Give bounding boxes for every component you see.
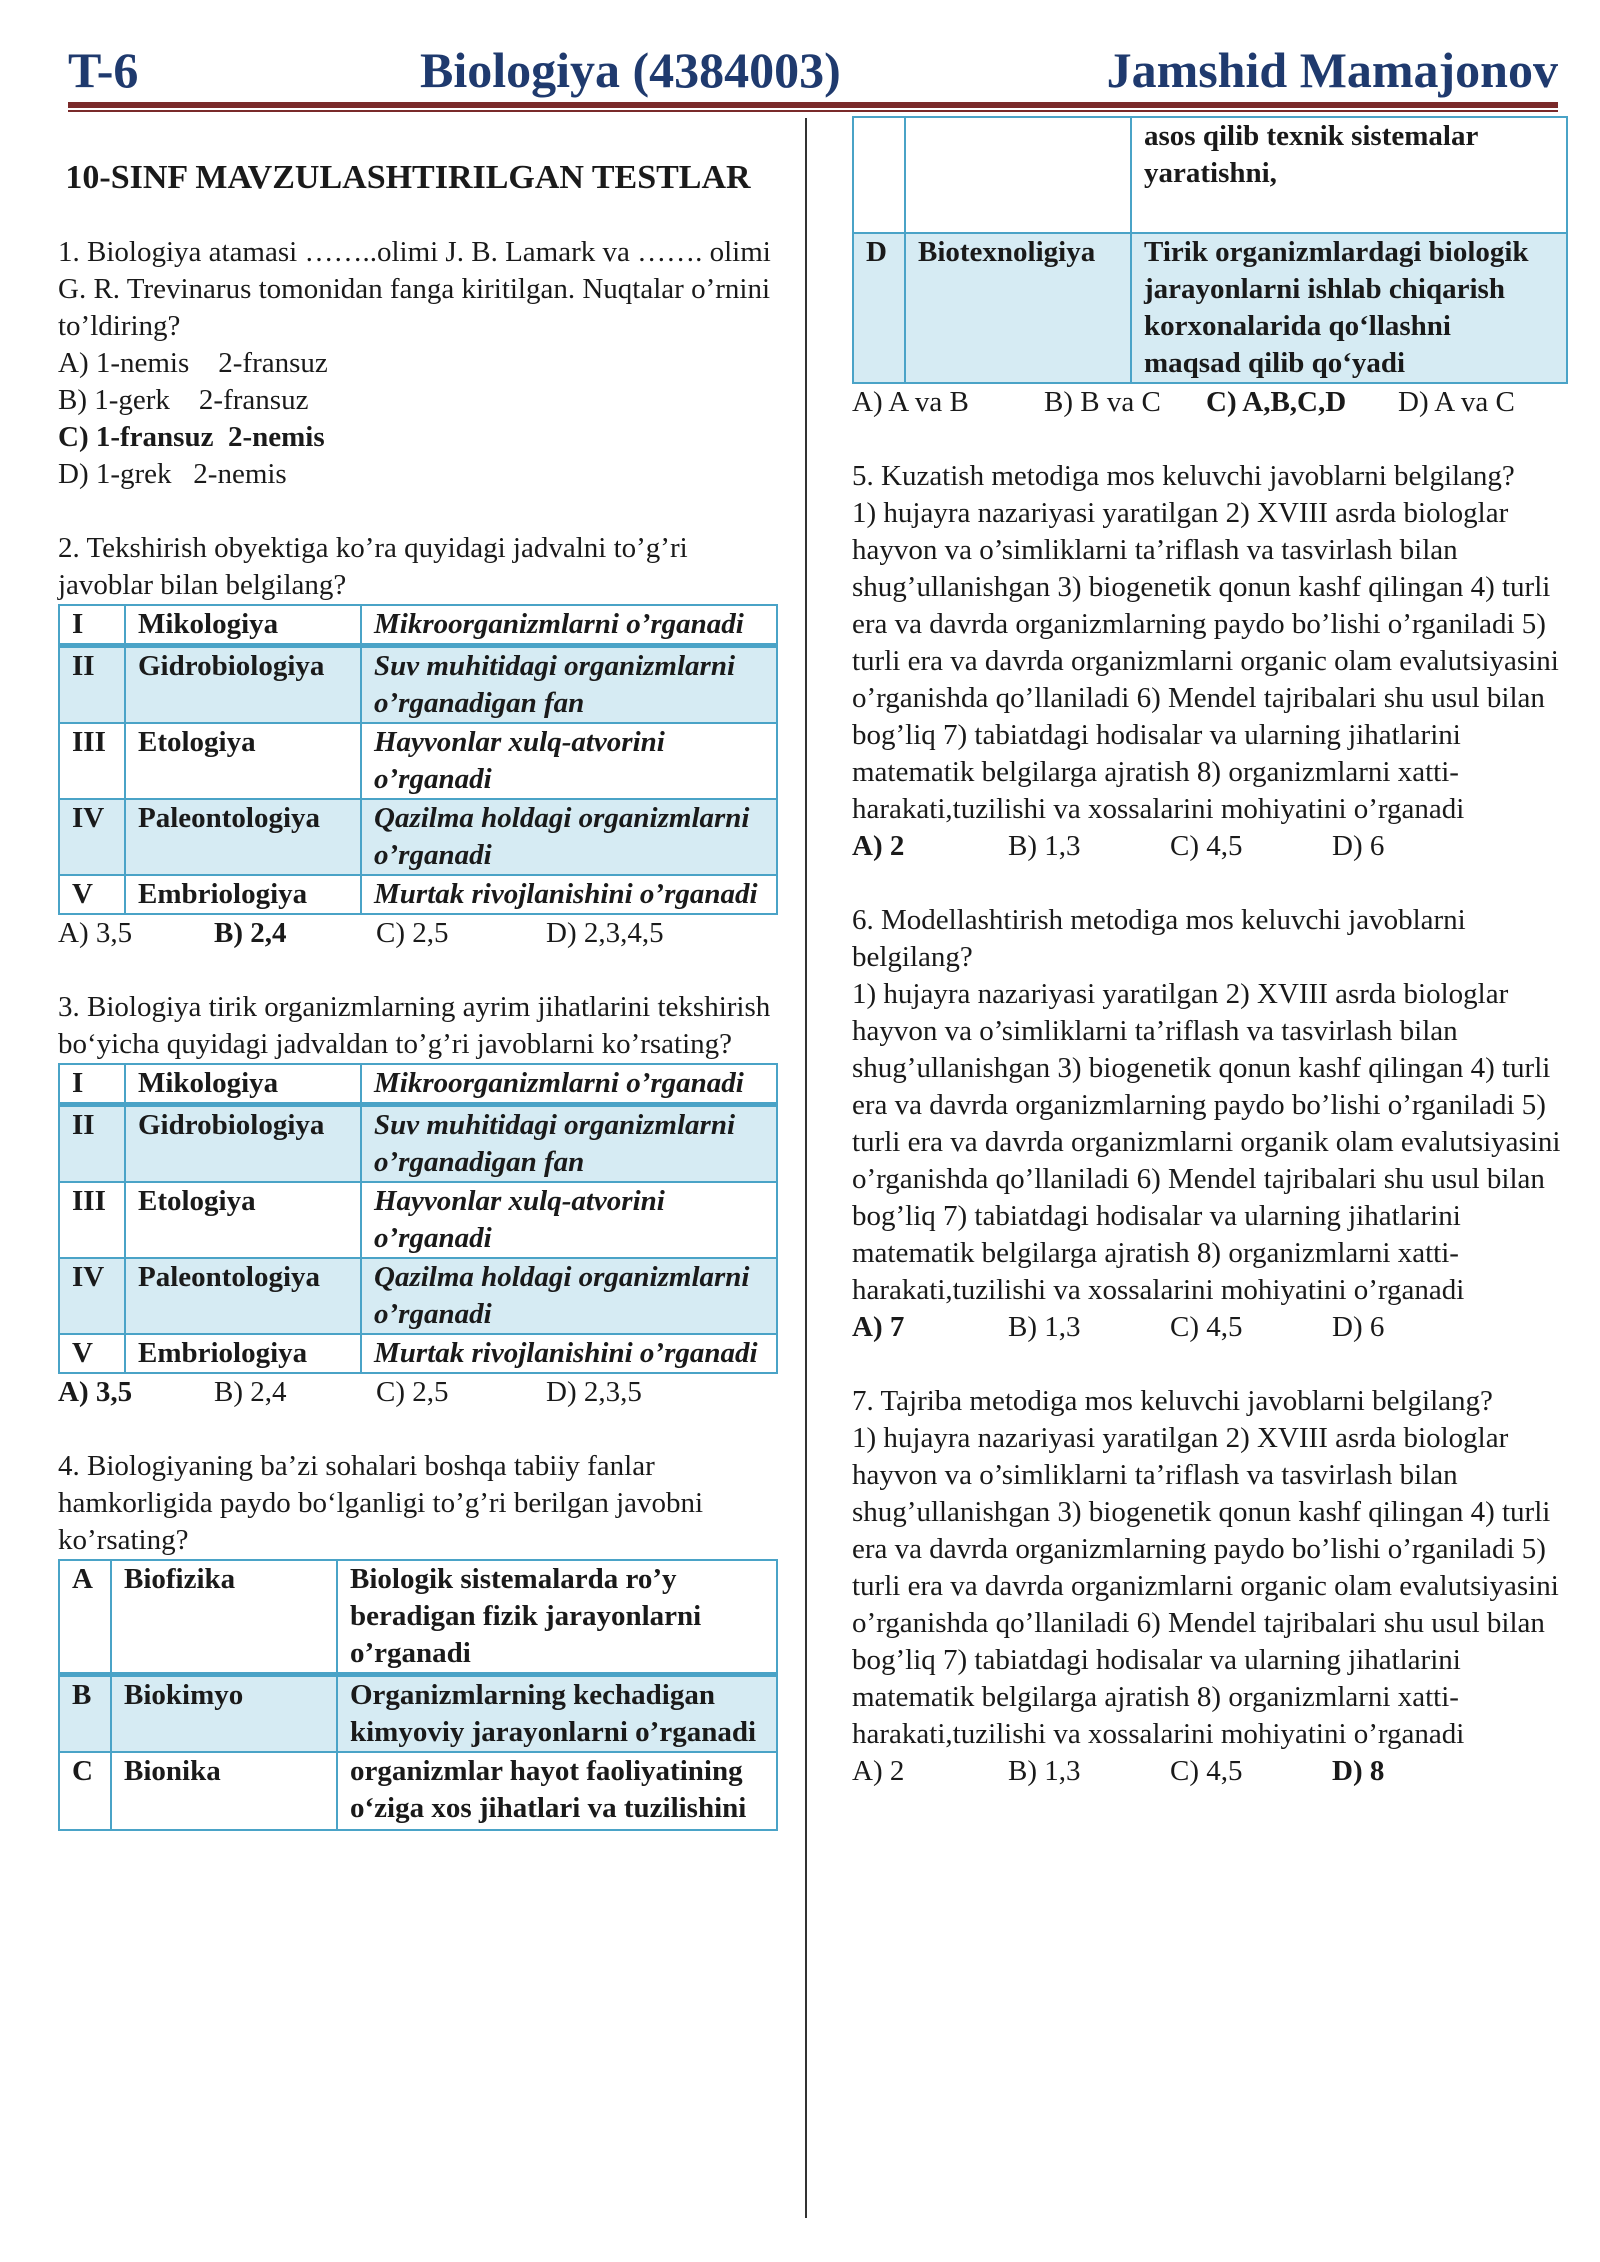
table-cell: Biologik sistemalarda ro’y beradigan fizik jarayonlarni o’rganadi xyxy=(337,1560,777,1675)
answer-d: D) 8 xyxy=(1332,1755,1385,1787)
table-cell: Hayvonlar xulq-atvorini o’rganadi xyxy=(361,1182,777,1258)
answer-d: D) 2,3,4,5 xyxy=(546,917,664,949)
option-a: A) 1-nemis 2-fransuz xyxy=(58,347,328,379)
table-cell: V xyxy=(59,875,125,914)
header-rule xyxy=(68,102,1558,108)
table-row xyxy=(59,1064,777,1105)
table-cell: Etologiya xyxy=(125,723,361,799)
answer-c: C) 2,5 xyxy=(376,917,449,949)
question-3-table xyxy=(58,1063,778,1374)
cell-text-wrap xyxy=(1144,118,1554,229)
cell-text-continued: asos qilib texnik sistemalar yaratishni, xyxy=(1144,120,1478,189)
table-row xyxy=(59,1334,777,1373)
table-cell: I xyxy=(59,1064,125,1105)
answer-d: D) 6 xyxy=(1332,1311,1385,1343)
right-column xyxy=(852,116,1570,1790)
question-text: 1. Biologiya atamasi ……..olimi J. B. Lamark va ……. olimi G. R. Trevinarus tomonidan fanga kiritilgan. Nuqtalar o’rnini to’ldiring? xyxy=(58,236,771,342)
table-cell: Biofizika xyxy=(111,1560,337,1675)
table-cell: Mikologiya xyxy=(125,1064,361,1105)
table-cell: Organizmlarning kechadigan kimyoviy jarayonlarni o’rganadi xyxy=(337,1675,777,1753)
table-cell xyxy=(1131,117,1567,233)
table-cell: Qazilma holdagi organizmlarni o’rganadi xyxy=(361,1258,777,1334)
test-code: T-6 xyxy=(68,42,139,98)
table-cell xyxy=(337,1752,777,1830)
header-rule-thin xyxy=(68,110,1558,112)
answer-b: B) B va C xyxy=(1044,386,1161,418)
table-cell: IV xyxy=(59,799,125,875)
table-cell: III xyxy=(59,723,125,799)
question-body: 1) hujayra nazariyasi yaratilgan 2) XVIII asrda biologlar hayvon va o’simliklarni ta’riflash va tasvirlash bilan shug’ullanishgan 3) biogenetik qonun kashf qilingan 4) turli era va davrda organizmlarning paydo bo’lishi o’rganiladi 5) turli era va davrda organizmlarni organic olam evalutsiyasini o’rganishda qo’llaniladi 6) Mendel tajribalari shu usul bilan bog’liq 7) tabiatdagi hodisalar va ularning jihatlarini matematik belgilarga ajratish 8) organizmlarni xatti-harakati,tuzilishi va xossalarini mohiyatini o’rganadi xyxy=(852,497,1559,825)
table-cell: Suv muhitidagi organizmlarni o’rganadigan fan xyxy=(361,646,777,724)
question-2 xyxy=(58,530,778,952)
table-cell: V xyxy=(59,1334,125,1373)
question-4 xyxy=(58,1448,778,1831)
table-cell: Embriologiya xyxy=(125,1334,361,1373)
question-1 xyxy=(58,234,778,493)
table-cell: II xyxy=(59,1105,125,1183)
table-row xyxy=(59,605,777,646)
answer-b: B) 2,4 xyxy=(214,1376,287,1408)
author-name: Jamshid Mamajonov xyxy=(1106,42,1558,98)
table-cell: Mikroorganizmlarni o’rganadi xyxy=(361,1064,777,1105)
table-cell: Qazilma holdagi organizmlarni o’rganadi xyxy=(361,799,777,875)
answer-b: B) 2,4 xyxy=(214,917,287,949)
answer-c: C) 4,5 xyxy=(1170,1311,1243,1343)
option-d: D) 1-grek 2-nemis xyxy=(58,458,287,490)
answer-a: A) 2 xyxy=(852,1755,905,1787)
page-title: Biologiya (4384003) xyxy=(420,42,841,98)
left-column xyxy=(58,156,778,1831)
table-cell: B xyxy=(59,1675,111,1753)
option-b: B) 1-gerk 2-fransuz xyxy=(58,384,309,416)
table-cell: IV xyxy=(59,1258,125,1334)
table-row xyxy=(59,1182,777,1258)
table-cell: III xyxy=(59,1182,125,1258)
answer-d: D) 6 xyxy=(1332,830,1385,862)
table-row xyxy=(59,875,777,914)
table-row xyxy=(59,723,777,799)
cell-text-clipped: organizmlar hayot faoliyatining o‘ziga xos jihatlari va tuzilishini xyxy=(350,1755,747,1824)
answer-a: A) 2 xyxy=(852,830,905,862)
table-row xyxy=(59,646,777,724)
table-cell: Biotexnoligiya xyxy=(905,233,1131,383)
table-cell: Bionika xyxy=(111,1752,337,1830)
table-cell: Embriologiya xyxy=(125,875,361,914)
table-row xyxy=(853,117,1567,233)
question-7 xyxy=(852,1383,1570,1790)
table-cell: Biokimyo xyxy=(111,1675,337,1753)
table-row xyxy=(59,1675,777,1753)
table-cell: Paleontologiya xyxy=(125,1258,361,1334)
answer-a: A) A va B xyxy=(852,386,969,418)
table-cell: Gidrobiologiya xyxy=(125,646,361,724)
answer-options xyxy=(58,1374,778,1411)
answer-options xyxy=(58,915,778,952)
answer-b: B) 1,3 xyxy=(1008,1755,1081,1787)
table-row xyxy=(59,799,777,875)
table-row xyxy=(853,233,1567,383)
table-cell: Etologiya xyxy=(125,1182,361,1258)
table-cell: Tirik organizmlardagi biologik jarayonlarni ishlab chiqarish korxonalarida qo‘llashni maqsad qilib qo‘yadi xyxy=(1131,233,1567,383)
question-text: 3. Biologiya tirik organizmlarning ayrim jihatlarini tekshirish bo‘yicha quyidagi jadvaldan to’g’ri javoblarni ko’rsating? xyxy=(58,991,771,1060)
question-body: 1) hujayra nazariyasi yaratilgan 2) XVIII asrda biologlar hayvon va o’simliklarni ta’riflash va tasvirlash bilan shug’ullanishgan 3) biogenetik qonun kashf qilingan 4) turli era va davrda organizmlarning paydo bo’lishi o’rganiladi 5) turli era va davrda organizmlarni organic olam evalutsiyasini o’rganishda qo’llaniladi 6) Mendel tajribalari shu usul bilan bog’liq 7) tabiatdagi hodisalar va ularning jihatlarini matematik belgilarga ajratish 8) organizmlarni xatti-harakati,tuzilishi va xossalarini mohiyatini o’rganadi xyxy=(852,1422,1559,1750)
question-text: 6. Modellashtirish metodiga mos keluvchi javoblarni belgilang? xyxy=(852,904,1466,973)
question-text: 4. Biologiyaning ba’zi sohalari boshqa tabiiy fanlar hamkorligida paydo bo‘lganligi to’g’ri berilgan javobni ko’rsating? xyxy=(58,1450,704,1556)
table-row xyxy=(59,1560,777,1675)
answer-c: C) 4,5 xyxy=(1170,1755,1243,1787)
answer-a: A) 7 xyxy=(852,1311,905,1343)
table-row xyxy=(59,1258,777,1334)
answer-c: C) A,B,C,D xyxy=(1206,386,1347,418)
answer-d: D) A va C xyxy=(1398,386,1515,418)
question-4-table-part1 xyxy=(58,1559,778,1831)
table-cell: Hayvonlar xulq-atvorini o’rganadi xyxy=(361,723,777,799)
question-body: 1) hujayra nazariyasi yaratilgan 2) XVIII asrda biologlar hayvon va o’simliklarni ta’riflash va tasvirlash bilan shug’ullanishgan 3) biogenetik qonun kashf qilingan 4) turli era va davrda organizmlarning paydo bo’lishi o’rganiladi 5) turli era va davrda organizmlarni organik olam evalutsiyasini o’rganishda qo’llaniladi 6) Mendel tajribalari shu usul bilan bog’liq 7) tabiatdagi hodisalar va ularning jihatlarini matematik belgilarga ajratish 8) organizmlarni xatti-harakati,tuzilishi va xossalarini mohiyatini o’rganadi xyxy=(852,978,1561,1306)
page-header xyxy=(68,40,1558,100)
answer-options xyxy=(852,1753,1570,1790)
table-cell: Gidrobiologiya xyxy=(125,1105,361,1183)
table-cell: Paleontologiya xyxy=(125,799,361,875)
answer-options xyxy=(852,384,1570,421)
table-cell: Murtak rivojlanishini o’rganadi xyxy=(361,1334,777,1373)
table-cell xyxy=(853,117,905,233)
option-c: C) 1-fransuz 2-nemis xyxy=(58,421,325,453)
section-title: 10-SINF MAVZULASHTIRILGAN TESTLAR xyxy=(65,159,751,196)
question-4-table-part2 xyxy=(852,116,1568,384)
table-cell: Mikologiya xyxy=(125,605,361,646)
question-text: 7. Tajriba metodiga mos keluvchi javoblarni belgilang? xyxy=(852,1385,1493,1417)
answer-a: A) 3,5 xyxy=(58,1376,133,1408)
table-cell: II xyxy=(59,646,125,724)
table-cell: Mikroorganizmlarni o’rganadi xyxy=(361,605,777,646)
table-cell: D xyxy=(853,233,905,383)
answer-c: C) 4,5 xyxy=(1170,830,1243,862)
answer-b: B) 1,3 xyxy=(1008,1311,1081,1343)
answer-options xyxy=(852,1309,1570,1346)
question-6 xyxy=(852,902,1570,1346)
question-5 xyxy=(852,458,1570,865)
question-4-table-continued xyxy=(852,116,1570,421)
table-cell: Murtak rivojlanishini o’rganadi xyxy=(361,875,777,914)
table-row xyxy=(59,1105,777,1183)
answer-b: B) 1,3 xyxy=(1008,830,1081,862)
table-cell: C xyxy=(59,1752,111,1830)
table-cell: Suv muhitidagi organizmlarni o’rganadigan fan xyxy=(361,1105,777,1183)
question-3 xyxy=(58,989,778,1411)
question-2-table xyxy=(58,604,778,915)
answer-d: D) 2,3,5 xyxy=(546,1376,642,1408)
table-cell: I xyxy=(59,605,125,646)
table-cell xyxy=(905,117,1131,233)
table-row xyxy=(59,1752,777,1830)
answer-c: C) 2,5 xyxy=(376,1376,449,1408)
question-text: 2. Tekshirish obyektiga ko’ra quyidagi jadvalni to’g’ri javoblar bilan belgilang? xyxy=(58,532,688,601)
question-text: 5. Kuzatish metodiga mos keluvchi javoblarni belgilang? xyxy=(852,460,1515,492)
column-divider xyxy=(805,118,807,2218)
answer-options xyxy=(852,828,1570,865)
table-cell: A xyxy=(59,1560,111,1675)
answer-a: A) 3,5 xyxy=(58,917,133,949)
